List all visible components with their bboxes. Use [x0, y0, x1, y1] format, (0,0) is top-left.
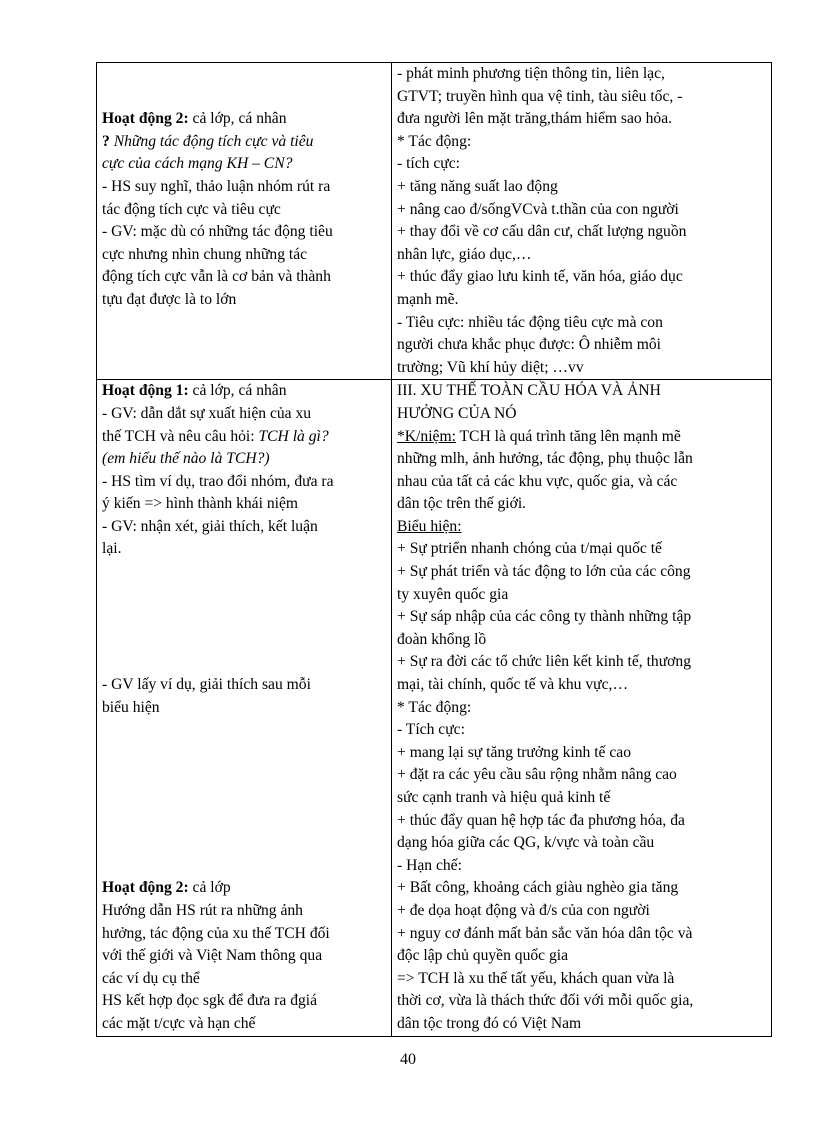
text-line: * Tác động: [397, 132, 472, 150]
text-line: - GV: dẫn dắt sự xuất hiện của xu [102, 404, 312, 422]
text-line: HS kết hợp đọc sgk để đưa ra đgiá [102, 992, 318, 1010]
text-line: + Sự phát triển và tác động to lớn của các công [397, 563, 691, 581]
text-line: đoàn khổng lồ [397, 630, 487, 648]
text-line: sức cạnh tranh và hiệu quả kinh tế [397, 789, 611, 806]
table-row-2 [97, 380, 772, 1036]
table-row-1 [97, 63, 772, 380]
text-line: + nâng cao đ/sốngVCvà t.thần của con người [397, 200, 679, 218]
question-line: cực của cách mạng KH – CN? [102, 155, 293, 173]
text-line: + đặt ra các yêu cầu sâu rộng nhằm nâng cao [397, 766, 677, 784]
text-line: + nguy cơ đánh mất bản sắc văn hóa dân tộc và [397, 924, 693, 942]
text-line: độc lập chủ quyền quốc gia [397, 947, 569, 965]
row1-teacher-activity-cell [97, 63, 392, 380]
text-line: + thay đổi về cơ cấu dân cư, chất lượng nguồn [397, 223, 687, 241]
text-line: nhau của tất cả các khu vực, quốc gia, và các [397, 472, 678, 490]
text-line: nhân lực, giáo dục,… [397, 245, 532, 263]
text-line: mại, tài chính, quốc tế và khu vực,… [397, 676, 629, 694]
text-line: - tích cực: [397, 155, 460, 173]
text-line: thế TCH và nêu câu hỏi: TCH là gì? [102, 427, 329, 445]
definition-line: *K/niệm: TCH là quá trình tăng lên mạnh mẽ [397, 427, 681, 445]
text-line: - HS suy nghĩ, thảo luận nhóm rút ra [102, 177, 331, 195]
text-line: + Sự ptriển nhanh chóng của t/mại quốc tế [397, 540, 662, 558]
text-line: - phát minh phương tiện thông tin, liên lạc, [397, 65, 665, 82]
text-line: cực nhưng nhìn chung những tác [102, 245, 308, 263]
lesson-table [96, 62, 772, 1037]
text-line: các mặt t/cực và hạn chế [102, 1014, 256, 1032]
text-line: ty xuyên quốc gia [397, 585, 509, 603]
text-line: + Bất công, khoảng cách giàu nghèo gia tăng [397, 879, 679, 897]
text-line: Hướng dẫn HS rút ra những ảnh [102, 901, 303, 919]
text-line: - GV: mặc dù có những tác động tiêu [102, 223, 333, 241]
text-line: GTVT; truyền hình qua vệ tinh, tàu siêu tốc, - [397, 87, 683, 105]
text-line: - HS tìm ví dụ, trao đổi nhóm, đưa ra [102, 472, 334, 490]
page-number: 40 [400, 1051, 416, 1068]
text-line: + Sự ra đời các tổ chức liên kết kinh tế, thương [397, 653, 692, 671]
question-line: (em hiểu thế nào là TCH?) [102, 450, 270, 468]
text-line: những mlh, ảnh hưởng, tác động, phụ thuộc lẫn [397, 450, 693, 468]
text-line: động tích cực vẫn là cơ bản và thành [102, 268, 331, 286]
row1-content-cell [392, 63, 772, 380]
activity-heading: Hoạt động 2: cả lớp, cá nhân [102, 110, 287, 128]
row2-teacher-activity-cell [97, 380, 392, 1036]
text-line: * Tác động: [397, 698, 472, 716]
text-line: + mang lại sự tăng trưởng kinh tế cao [397, 743, 632, 761]
text-line: với thế giới và Việt Nam thông qua [102, 947, 323, 965]
text-line: các ví dụ cụ thể [102, 969, 200, 987]
text-line: + thúc đẩy quan hệ hợp tác đa phương hóa, đa [397, 811, 685, 829]
section-title: III. XU THẾ TOÀN CẦU HÓA VÀ ẢNH [397, 382, 661, 400]
text-line: thời cơ, vừa là thách thức đối với mỗi quốc gia, [397, 992, 694, 1010]
text-line: + Sự sáp nhập của các công ty thành những tập [397, 608, 692, 626]
text-line: đưa người lên mặt trăng,thám hiểm sao hỏa. [397, 110, 673, 128]
text-line: - GV: nhận xét, giải thích, kết luận [102, 517, 318, 535]
text-line: dạng hóa giữa các QG, k/vực và toàn cầu [397, 834, 655, 852]
section-title: HƯỞNG CỦA NÓ [397, 404, 517, 422]
text-line: + thúc đẩy giao lưu kinh tế, văn hóa, giáo dục [397, 268, 683, 286]
text-line: - Hạn chế: [397, 856, 462, 874]
row2-content-cell [392, 380, 772, 1036]
text-line: tác động tích cực và tiêu cực [102, 200, 281, 218]
text-line: người chưa khắc phục được: Ô nhiễm môi [397, 336, 661, 354]
text-line: + tăng năng suất lao động [397, 177, 558, 195]
text-line: - GV lấy ví dụ, giải thích sau mỗi [102, 676, 311, 694]
activity-heading: Hoạt động 1: cả lớp, cá nhân [102, 382, 287, 400]
text-line: ý kiến => hình thành khái niệm [102, 495, 299, 513]
text-line: - Tích cực: [397, 721, 465, 739]
text-line: trường; Vũ khí hủy diệt; …vv [397, 358, 584, 376]
question-line: ? Những tác động tích cực và tiêu [102, 132, 314, 150]
text-line: hưởng, tác động của xu thế TCH đối [102, 924, 330, 942]
text-line: + đe dọa hoạt động và đ/s của con người [397, 901, 650, 919]
text-line: - Tiêu cực: nhiều tác động tiêu cực mà con [397, 313, 663, 331]
activity-heading: Hoạt động 2: cả lớp [102, 879, 231, 897]
text-line: dân tộc trên thế giới. [397, 495, 527, 513]
text-line: lại. [102, 540, 122, 558]
text-line: tựu đạt được là to lớn [102, 290, 237, 308]
text-line: mạnh mẽ. [397, 290, 459, 308]
text-line: => TCH là xu thế tất yếu, khách quan vừa là [397, 969, 675, 987]
subheading: Biểu hiện: [397, 517, 462, 535]
text-line: dân tộc trong đó có Việt Nam [397, 1014, 582, 1032]
text-line: biểu hiện [102, 698, 160, 716]
